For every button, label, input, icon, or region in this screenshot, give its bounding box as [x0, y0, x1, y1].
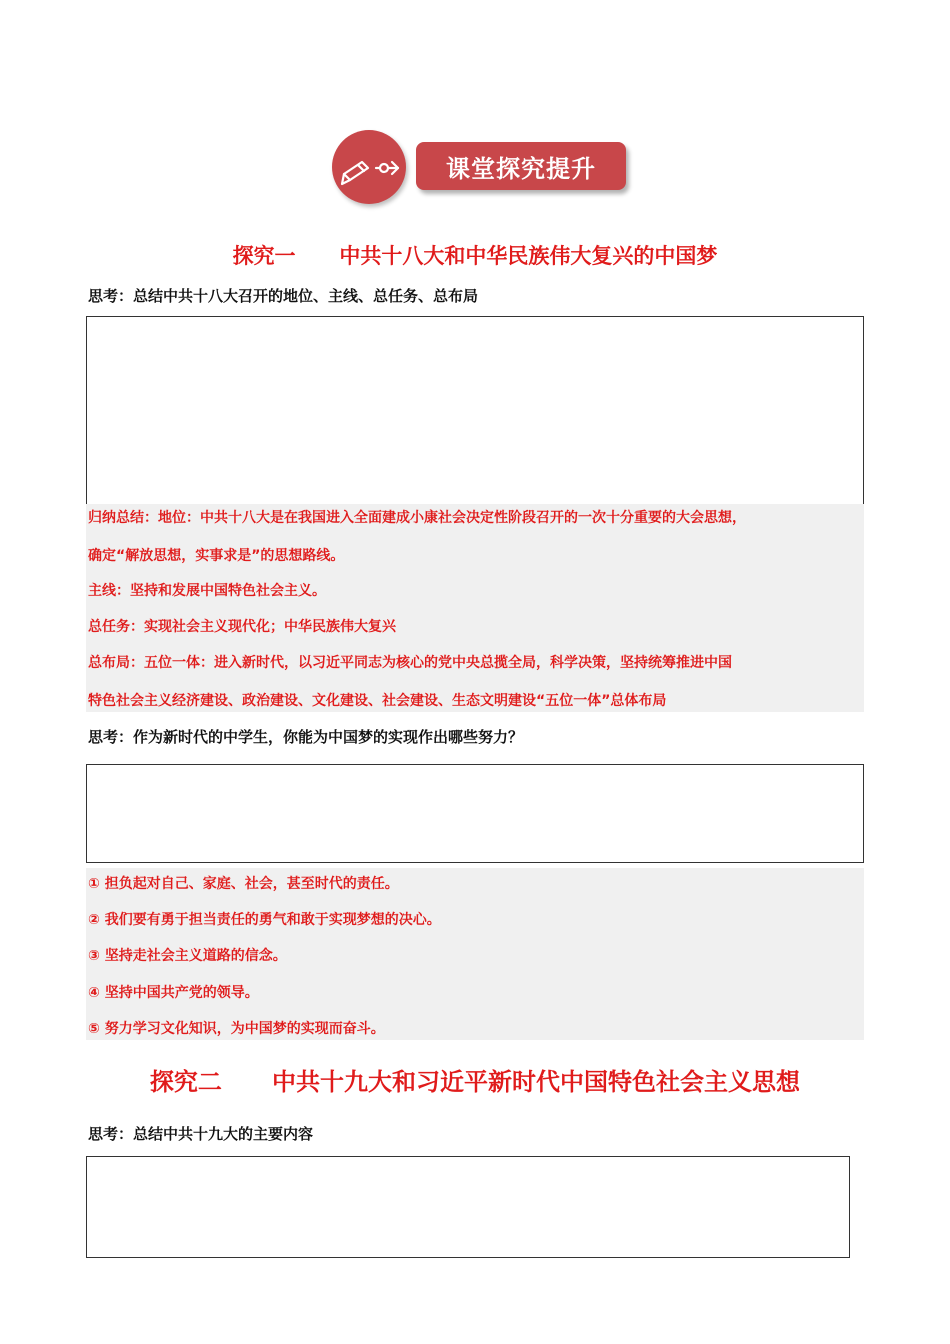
question-2: 思考：作为新时代的中学生，你能为中国梦的实现作出哪些努力？: [88, 728, 524, 746]
answer-item: ③ 坚持走社会主义道路的信念。: [88, 948, 287, 964]
banner-title: 课堂探究提升: [416, 142, 626, 190]
summary-line: 特色社会主义经济建设、政治建设、文化建设、社会建设、生态文明建设“五位一体”总体布局: [88, 693, 667, 709]
section-banner: [330, 128, 630, 206]
answer-item: ⑤ 努力学习文化知识，为中国梦的实现而奋斗。: [88, 1021, 385, 1037]
summary-line: 总任务：实现社会主义现代化；中华民族伟大复兴: [88, 619, 396, 635]
section2-heading: 探究二 中共十九大和习近平新时代中国特色社会主义思想: [149, 1068, 801, 1096]
answer-box-3[interactable]: [86, 1156, 850, 1258]
summary-block: [86, 504, 864, 712]
answer-item: ② 我们要有勇于担当责任的勇气和敢于实现梦想的决心。: [88, 912, 441, 928]
answer-box-1[interactable]: [86, 316, 864, 505]
answer-box-2[interactable]: [86, 764, 864, 863]
answer-item: ① 担负起对自己、家庭、社会，甚至时代的责任。: [88, 876, 399, 892]
question-1: 思考：总结中共十八大召开的地位、主线、总任务、总布局: [88, 287, 479, 305]
pencil-pen-icon: [340, 146, 404, 186]
summary-line: 归纳总结：地位：中共十八大是在我国进入全面建成小康社会决定性阶段召开的一次十分重要的大会思想，: [88, 510, 746, 526]
section1-heading: 探究一 中共十八大和中华民族伟大复兴的中国梦: [232, 244, 718, 268]
summary-line: 确定“解放思想，实事求是”的思想路线。: [88, 548, 345, 564]
summary-line: 总布局：五位一体：进入新时代，以习近平同志为核心的党中央总揽全局，科学决策，坚持统筹推进中国: [88, 655, 732, 671]
question-3: 思考：总结中共十九大的主要内容: [88, 1125, 314, 1143]
summary-line: 主线：坚持和发展中国特色社会主义。: [88, 583, 326, 599]
answer-item: ④ 坚持中国共产党的领导。: [88, 985, 259, 1001]
